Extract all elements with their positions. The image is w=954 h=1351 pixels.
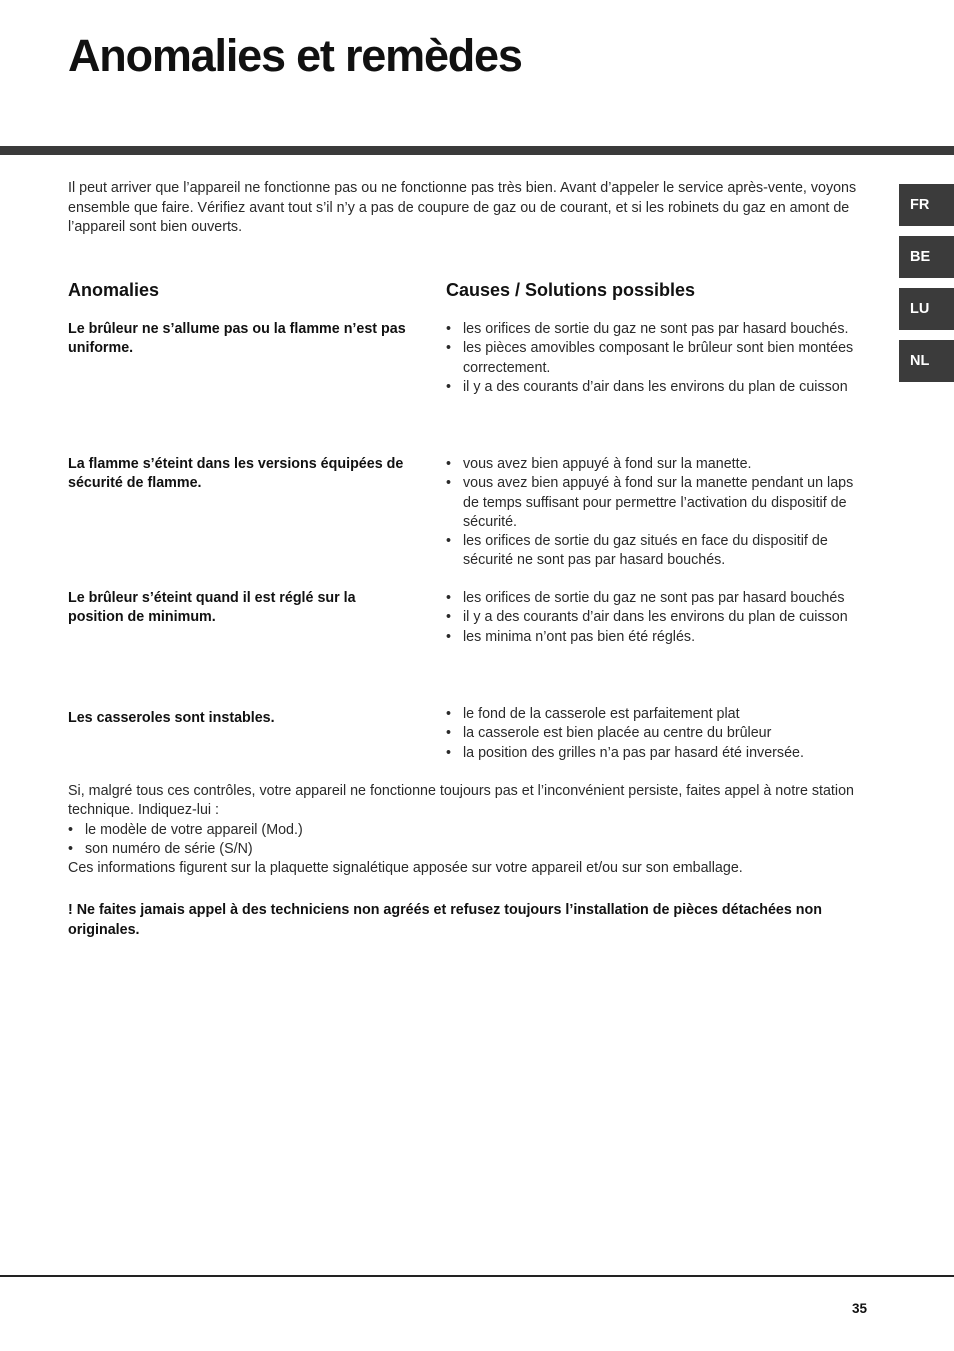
service-instructions — [68, 782, 858, 878]
causes-list — [446, 589, 871, 647]
bullet-icon: • — [68, 840, 74, 857]
bullet-icon: • — [446, 475, 452, 492]
cause-item: • les orifices de sortie du gaz ne sont pas par hasard bouchés — [446, 589, 871, 608]
language-tab-lu[interactable]: LU — [899, 288, 954, 330]
cause-item: • la casserole est bien placée au centre du brûleur — [446, 724, 871, 743]
page-number: 35 — [852, 1301, 868, 1316]
causes-list — [446, 455, 871, 571]
footer-divider — [0, 1275, 954, 1277]
anomaly-text: Le brûleur ne s’allume pas ou la flamme n’est pas uniforme. — [68, 321, 406, 357]
bullet-icon: • — [446, 725, 452, 742]
causes-list — [446, 705, 871, 763]
cause-item: • les orifices de sortie du gaz situés en face du dispositif de sécurité ne sont pas par hasard bouchés. — [446, 533, 828, 569]
page-title: Anomalies et remèdes — [68, 30, 522, 81]
language-tab-nl[interactable]: NL — [899, 340, 954, 382]
header-divider — [0, 146, 954, 155]
warning-note: ! Ne faites jamais appel à des techniciens non agréés et refusez toujours l’installation de pièces détachées non originales. — [68, 902, 823, 938]
info-item: • le modèle de votre appareil (Mod.) — [68, 821, 858, 840]
causes-list — [446, 320, 871, 397]
bullet-icon: • — [446, 456, 452, 472]
cause-item: • la position des grilles n’a pas par hasard été inversée. — [446, 744, 871, 763]
bullet-icon: • — [68, 821, 74, 838]
anomaly-text: La flamme s’éteint dans les versions équipées de sécurité de flamme. — [68, 456, 404, 492]
language-tab-be[interactable]: BE — [899, 236, 954, 278]
bullet-icon: • — [446, 609, 452, 626]
info-item: • son numéro de série (S/N) — [68, 840, 858, 859]
anomaly-text: Le brûleur s’éteint quand il est réglé sur la position de minimum. — [68, 590, 356, 626]
cause-item: • il y a des courants d’air dans les environs du plan de cuisson — [446, 378, 871, 397]
bullet-icon: • — [446, 744, 452, 761]
cause-item: • les orifices de sortie du gaz ne sont pas par hasard bouchés. — [446, 320, 871, 339]
cause-item: • les pièces amovibles composant le brûleur sont bien montées correctement. — [446, 340, 854, 376]
bullet-icon: • — [446, 533, 452, 550]
cause-item: • le fond de la casserole est parfaitement plat — [446, 705, 871, 724]
cause-item: • vous avez bien appuyé à fond sur la manette. — [446, 455, 871, 474]
service-tail: Ces informations figurent sur la plaquette signalétique apposée sur votre appareil et/ou sur son emballage. — [68, 860, 743, 877]
language-tab-fr[interactable]: FR — [899, 184, 954, 226]
intro-paragraph: Il peut arriver que l’appareil ne fonctionne pas ou ne fonctionne pas très bien. Avant d’appeler le service après-vente, voyons ensemble que faire. Vérifiez avant tout s’il n’y a pas de coupure de gaz ou de courant, et si les robinets du gaz en amont de l’appareil sont bien ouverts. — [68, 180, 857, 235]
bullet-icon: • — [446, 590, 452, 606]
cause-item: • les minima n’ont pas bien été réglés. — [446, 628, 871, 647]
cause-item: • il y a des courants d’air dans les environs du plan de cuisson — [446, 608, 871, 627]
service-lead: Si, malgré tous ces contrôles, votre appareil ne fonctionne toujours pas et l’inconvénient persiste, faites appel à notre station technique. Indiquez-lui : — [68, 783, 854, 819]
bullet-icon: • — [446, 628, 452, 645]
bullet-icon: • — [446, 706, 452, 722]
causes-heading: Causes / Solutions possibles — [446, 280, 696, 300]
bullet-icon: • — [446, 378, 452, 395]
bullet-icon: • — [446, 321, 452, 337]
bullet-icon: • — [446, 340, 452, 357]
cause-item: • vous avez bien appuyé à fond sur la manette pendant un laps de temps suffisant pour permettre l’activation du dispositif de sécurité. — [446, 475, 854, 530]
anomalies-heading: Anomalies — [68, 280, 160, 300]
language-tabs — [899, 184, 954, 392]
anomaly-text: Les casseroles sont instables. — [68, 710, 275, 726]
